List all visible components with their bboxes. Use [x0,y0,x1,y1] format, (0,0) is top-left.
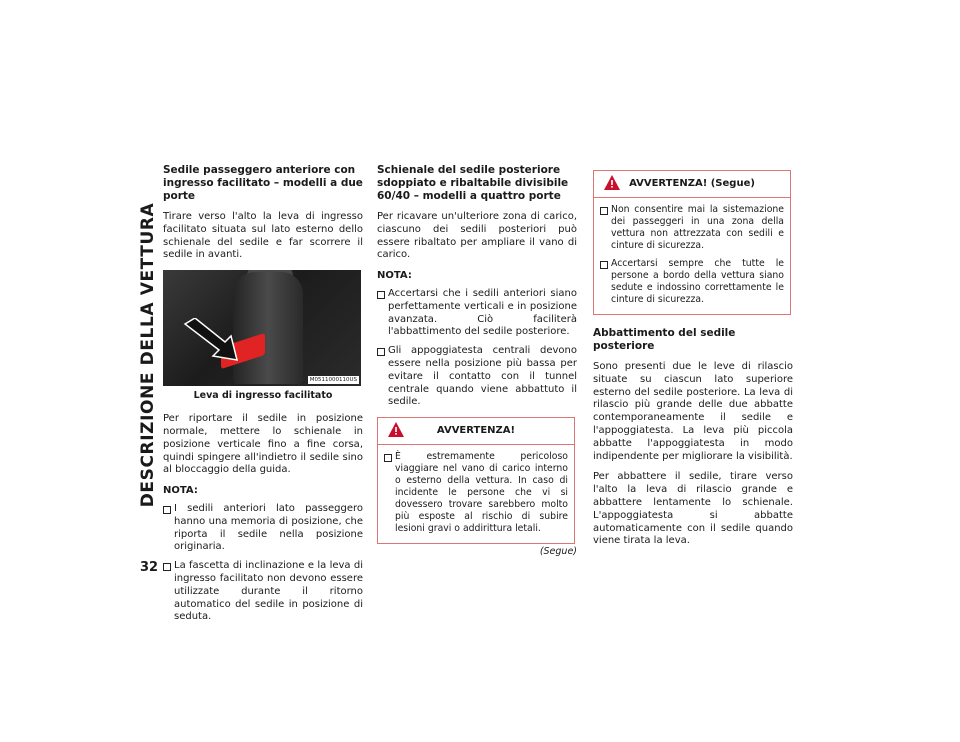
warning-header [594,171,790,198]
list-item: È estremamente pericoloso viaggiare nel vano di carico interno o esterno della vettura. In caso di incidente le persone che vi si dovessero trovare sarebbero molto più esposte al rischio di subire lesioni gravi o addirittura letali. [384,451,568,535]
warning-box [377,417,575,544]
paragraph: Sono presenti due le leve di rilascio situate su ciascun lato superiore esterno del sedile posteriore. La leva di rilascio più grande delle due abbatte contemporaneamente il sedile e l'appoggiatesta. La leva più piccola abbatte l'appoggiatesta in modo indipendente per migliorare la visibilità. [593,361,793,462]
checkbox-bullet-icon [600,261,608,269]
page-number: 32 [140,560,159,575]
figure-caption: Leva di ingresso facilitato [193,390,333,402]
warning-triangle-icon [604,175,620,190]
warning-list [384,451,568,535]
checkbox-bullet-icon [377,291,385,299]
section-title: DESCRIZIONE DELLA VETTURA [138,202,158,508]
section-tab [137,162,159,548]
note-label: NOTA: [377,270,412,282]
list-item: Accertarsi sempre che tutte le persone a bordo della vettura siano sedute e indossino correttamente le cinture di sicurezza. [600,258,784,306]
paragraph: Tirare verso l'alto la leva di ingresso facilitato situata sul lato esterno dello schienale del sedile e far scorrere il sedile in avanti. [163,211,363,261]
warning-triangle-icon [388,422,404,437]
warning-box-continued [593,170,791,315]
checkbox-bullet-icon [600,207,608,215]
warning-header [378,418,574,445]
continued-label: (Segue) [539,546,577,558]
column-1 [163,164,363,630]
note-label: NOTA: [163,485,198,497]
list-item: Non consentire mai la sistemazione dei passeggeri in una zona della vettura non attrezzata con sedili e cinture di sicurezza. [600,204,784,252]
heading-split-seat: Schienale del sedile posteriore sdoppiato e ribaltabile divisibile 60/40 – modelli a quattro porte [377,164,569,202]
checkbox-bullet-icon [163,563,171,571]
image-code: M0511000110US [309,377,357,384]
list-item: Gli appoggiatesta centrali devono essere nella posizione più bassa per evitare il contatto con il tunnel centrale quando viene abbattuto il sedile. [377,345,577,409]
paragraph: Per riportare il sedile in posizione normale, mettere lo schienale in posizione verticale fino a fine corsa, quindi spingere all'indietro il sedile sino al bloccaggio della guida. [163,413,363,476]
column-2 [377,164,577,557]
seat-lever-photo [163,270,361,386]
note-list [163,503,363,624]
list-item: La fascetta di inclinazione e la leva di ingresso facilitato non devono essere utilizzate durante il ritorno automatico del sedile in posizione di seduta. [163,560,363,624]
paragraph: Per ricavare un'ulteriore zona di carico, ciascuno dei sedili posteriori può essere ribaltato per ampliare il vano di carico. [377,211,577,261]
checkbox-bullet-icon [163,506,171,514]
checkbox-bullet-icon [384,454,392,462]
note-list [377,288,577,409]
warning-title: AVVERTENZA! (Segue) [629,178,755,189]
warning-title: AVVERTENZA! [436,425,516,437]
checkbox-bullet-icon [377,348,385,356]
warning-list [600,204,784,306]
heading-rear-seat-fold: Abbattimento del sedile posteriore [593,327,736,352]
column-3 [593,164,793,556]
heading-easy-entry: Sedile passeggero anteriore con ingresso facilitato – modelli a due porte [163,164,363,202]
arrow-icon [181,318,251,366]
paragraph: Per abbattere il sedile, tirare verso l'alto la leva di rilascio grande e abbattere lentamente lo schienale. L'appoggiatesta si abbatte automaticamente con il sedile quando viene tirata la leva. [593,471,793,547]
list-item: I sedili anteriori lato passeggero hanno una memoria di posizione, che riporta il sedile nella posizione originaria. [163,503,363,554]
list-item: Accertarsi che i sedili anteriori siano perfettamente verticali e in posizione avanzata. Ciò faciliterà l'abbattimento del sedile posteriore. [377,288,577,339]
